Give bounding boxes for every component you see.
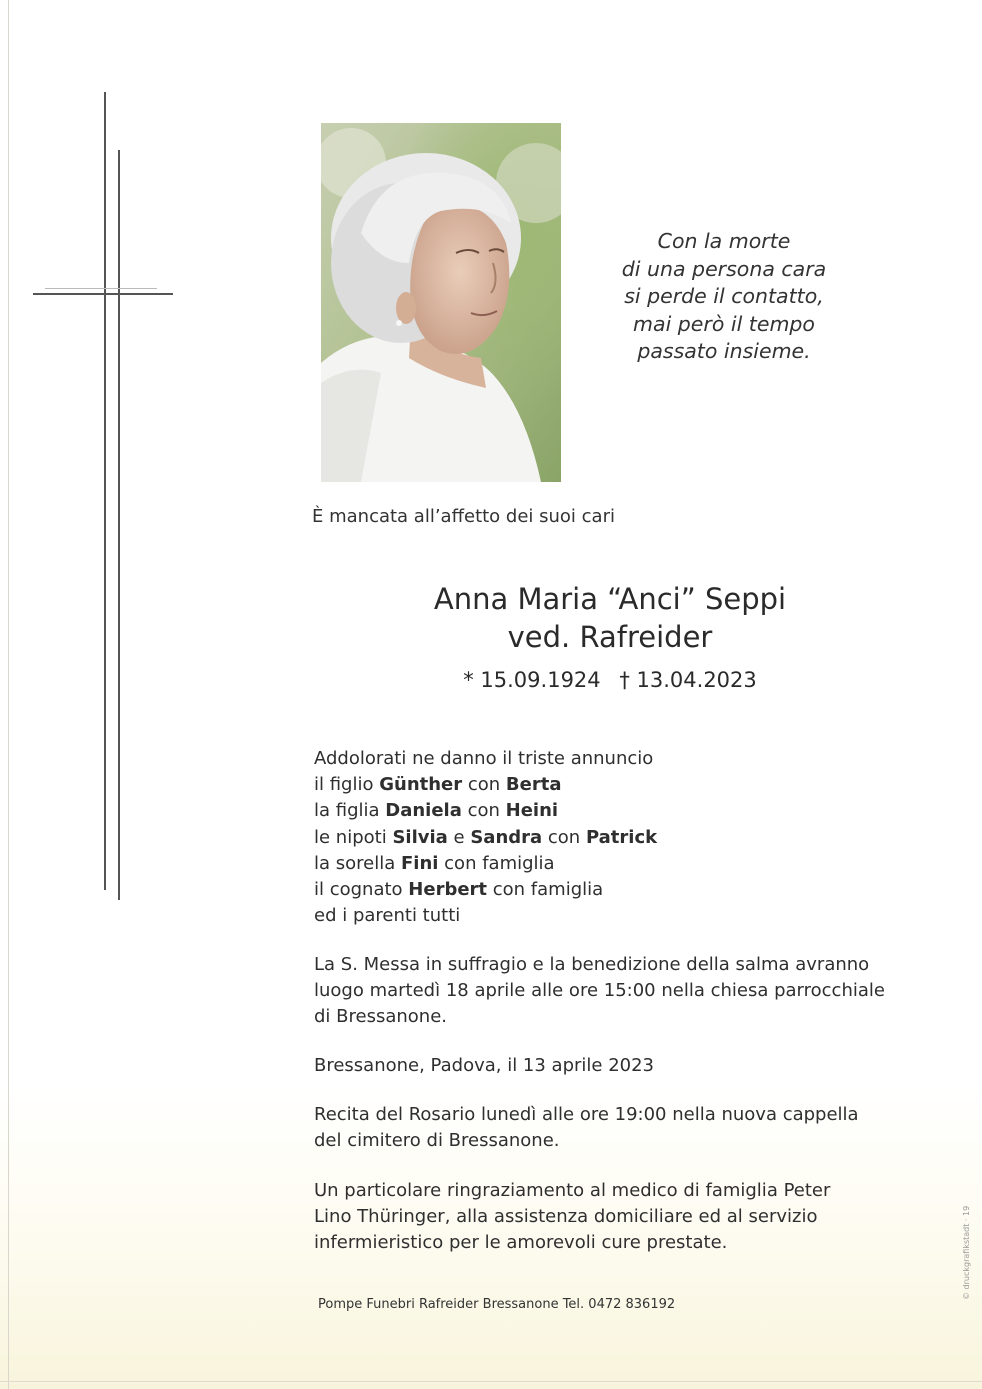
text-span: e (447, 826, 471, 848)
relative-name: Herbert (408, 879, 488, 901)
portrait-image (321, 123, 561, 482)
family-line: Addolorati ne danno il triste annuncio (314, 748, 654, 769)
page-bottom-edge (0, 1381, 982, 1382)
cross-horizontal-bar-thin (45, 288, 157, 289)
text-span: la figlia (314, 800, 386, 822)
rosary-line: Recita del Rosario lunedì alle ore 19:00 nella nuova cappella (314, 1104, 859, 1125)
rosary-line: del cimitero di Bressanone. (314, 1130, 560, 1151)
cross-vertical-bar-thin (118, 150, 120, 900)
quote-line: Con la morte (657, 229, 791, 253)
text-span: con (542, 826, 586, 848)
family-line (314, 772, 657, 798)
death-date: † 13.04.2023 (619, 668, 757, 692)
mass-line: luogo martedì 18 aprile alle ore 15:00 nella chiesa parrocchiale (314, 980, 885, 1001)
portrait-photo (321, 123, 561, 482)
mass-line: La S. Messa in suffragio e la benedizione della salma avranno (314, 954, 870, 975)
mass-announcement (314, 952, 885, 1030)
quote-line: di una persona cara (621, 256, 827, 281)
family-line (314, 825, 657, 851)
relative-name: Günther (379, 774, 463, 796)
family-announcement (314, 746, 657, 929)
place-date: Bressanone, Padova, il 13 aprile 2023 (314, 1055, 655, 1076)
family-line (314, 798, 657, 824)
cross-vertical-bar (104, 92, 106, 890)
text-span: con (461, 800, 506, 822)
text-span: il figlio (314, 774, 380, 796)
text-span: con famiglia (487, 879, 604, 901)
text-span: con famiglia (438, 852, 555, 874)
relative-name: Silvia (392, 826, 448, 848)
text-span: il cognato (314, 879, 409, 901)
life-dates (330, 666, 890, 694)
rosary-announcement (314, 1102, 859, 1154)
printer-code: © druckgrafikstadt · 19 (962, 1205, 971, 1300)
quote-line: passato insieme. (637, 339, 811, 364)
relative-name: Daniela (385, 800, 462, 822)
family-line (314, 851, 657, 877)
mass-line: di Bressanone. (314, 1006, 447, 1027)
relative-name: Sandra (470, 826, 543, 848)
deceased-married-name: ved. Rafreider (507, 620, 713, 654)
text-span: con (462, 774, 506, 796)
deceased-name: Anna Maria “Anci” Seppi (433, 582, 787, 616)
family-line: ed i parenti tutti (314, 905, 461, 927)
thanks-line: Lino Thüringer, alla assistenza domiciliare ed al servizio (314, 1206, 818, 1227)
family-line (314, 877, 657, 903)
thanks-paragraph (314, 1178, 830, 1256)
memorial-quote (606, 228, 842, 366)
funeral-home-footer: Pompe Funebri Rafreider Bressanone Tel. 0472 836192 (318, 1297, 676, 1312)
birth-date: * 15.09.1924 (463, 668, 601, 692)
relative-name: Berta (505, 774, 562, 796)
relative-name: Fini (400, 852, 439, 874)
text-span: la sorella (314, 852, 401, 874)
thanks-line: infermieristico per le amorevoli cure prestate. (314, 1232, 728, 1253)
quote-line: mai però il tempo (633, 311, 815, 336)
text-span: le nipoti (314, 826, 393, 848)
cross-horizontal-bar (33, 293, 173, 295)
relative-name: Patrick (585, 826, 658, 848)
deceased-block (330, 580, 890, 694)
relative-name: Heini (505, 800, 559, 822)
quote-line: si perde il contatto, (624, 284, 824, 309)
thanks-line: Un particolare ringraziamento al medico di famiglia Peter (314, 1180, 831, 1201)
intro-text: È mancata all’affetto dei suoi cari (312, 506, 615, 527)
page-left-edge (8, 0, 9, 1389)
